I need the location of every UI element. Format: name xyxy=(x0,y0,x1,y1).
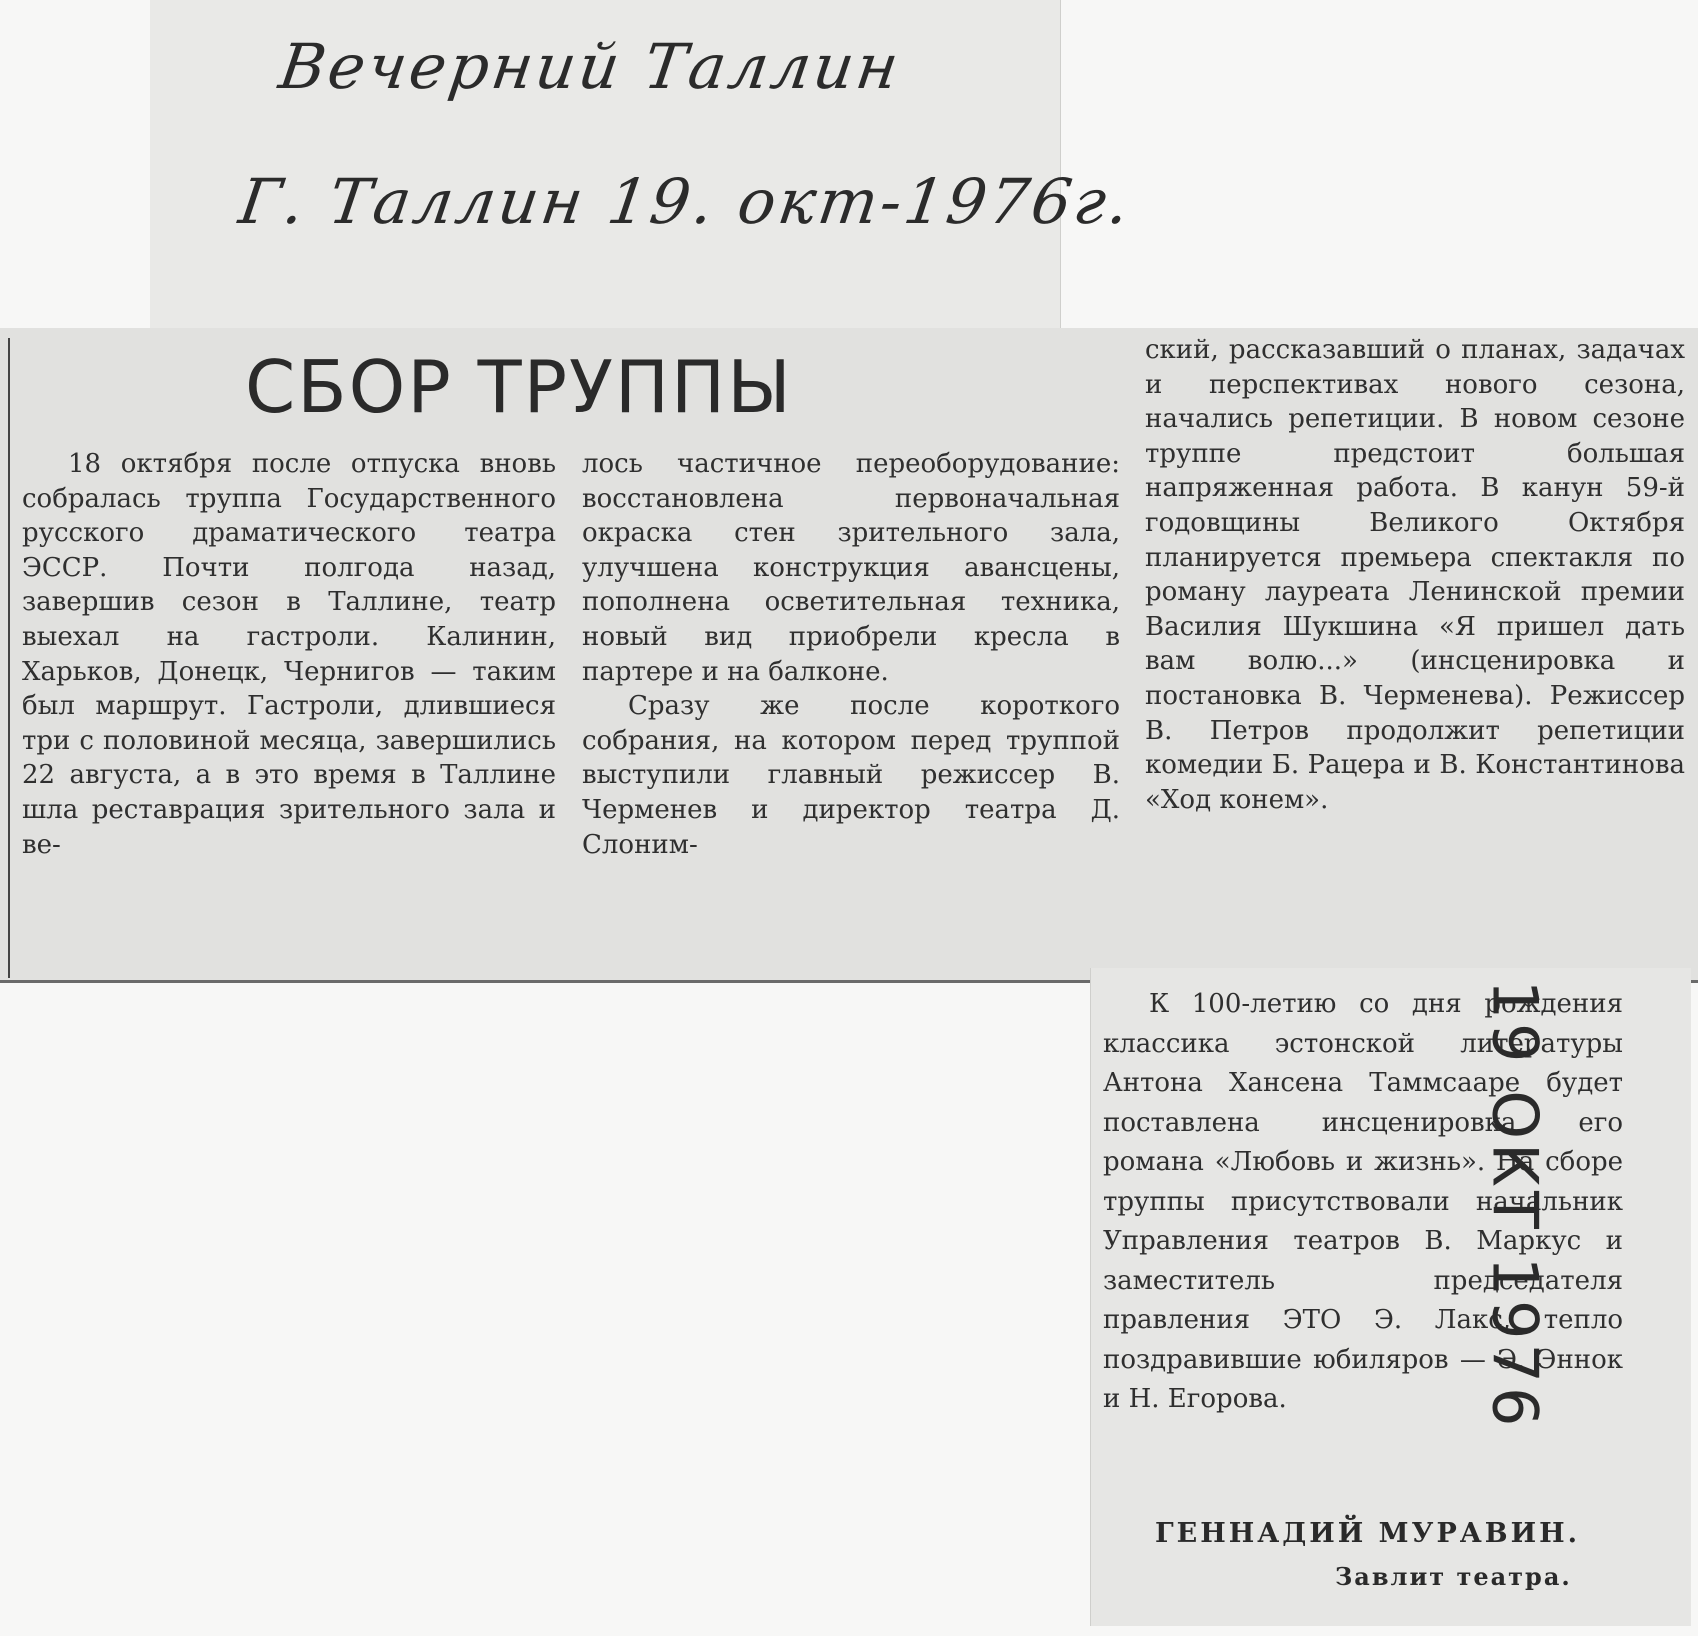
archive-date-stamp: 19 ОКТ 1976 xyxy=(1478,979,1552,1431)
article-paragraph: 18 октября после отпуска вновь собралась труппа Государственного русского драматического театра ЭССР. Почти полгода назад, завершив сезон в Таллине, театр выехал на гастроли. Калинин, Харьков, Донецк, Чернигов — таким был маршрут. Гастроли, длившиеся три с половиной месяца, завершились 22 августа, а в это время в Таллине шла реставрация зрительного зала и ве- xyxy=(22,449,556,860)
article-paragraph: ский, рассказавший о планах, задачах и перспективах нового сезона, начались репетиции. В новом сезоне труппе предстоит большая напряженная работа. В канун 59-й годовщины Великого Октября планируется премьера спектакля по роману лауреата Ленинской премии Василия Шукшина «Я пришел дать вам волю...» (инсценировка и постановка В. Черменева). Режиссер В. Петров продолжит репетиции комедии Б. Рацера и В. Константинова «Ход конем». xyxy=(1145,335,1685,815)
author-position: Завлит театра. xyxy=(1335,1562,1572,1591)
article-column-1 xyxy=(22,447,556,862)
handwritten-newspaper-name: Вечерний Таллин xyxy=(274,30,906,103)
article-paragraph: Сразу же после короткого собрания, на котором перед труппой выступили главный режиссер В. Черменев и директор театра Д. Слоним- xyxy=(582,691,1120,860)
column-rule xyxy=(8,338,10,978)
article-paragraph: К 100-летию со дня рождения классика эстонской литературы Антона Хансена Таммсааре будет поставлена инсценировка его романа «Любовь и жизнь». На сборе труппы присутствовали начальник Управления театров В. Маркус и заместитель председателя правления ЭТО Э. Лакс, тепло поздравившие юбиляров — Э. Эннок и Н. Егорова. xyxy=(1103,989,1623,1414)
article-headline: СБОР ТРУППЫ xyxy=(245,345,793,429)
article-column-2 xyxy=(582,447,1120,862)
article-paragraph: лось частичное переоборудование: восстановлена первоначальная окраска стен зрительного зала, улучшена конструкция авансцены, пополнена осветительная техника, новый вид приобрели кресла в партере и на балконе. xyxy=(582,449,1120,687)
author-name: ГЕННАДИЙ МУРАВИН. xyxy=(1155,1518,1580,1549)
handwritten-city-date: Г. Таллин 19. окт-1976г. xyxy=(234,165,1137,238)
article-column-3 xyxy=(1145,333,1685,817)
